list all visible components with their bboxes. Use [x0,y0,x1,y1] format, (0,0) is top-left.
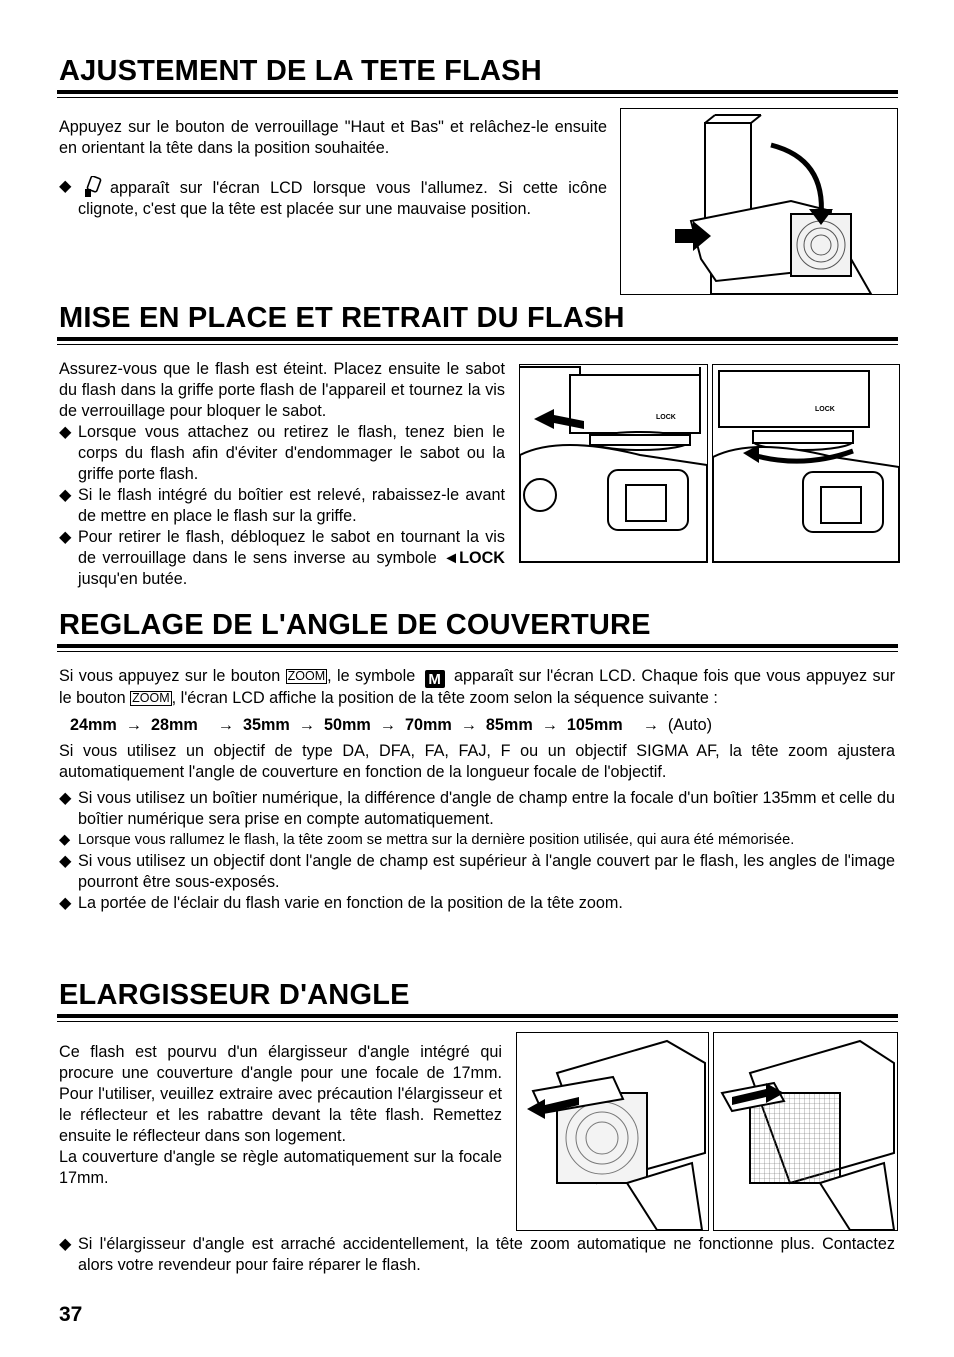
zoom-text: apparaît sur l'écran LCD. Chaque fois que vous appuyez sur le bouton [59,667,896,707]
zoom-text: , le symbole [327,667,421,685]
bullet-diamond-icon: ◆ [59,423,72,441]
zoom-text: Si vous appuyez sur le bouton [59,667,286,685]
head-tilt-icon [80,176,104,198]
wide-para-2: La couverture d'angle se règle automatiquement sur la focale 17mm. [59,1148,502,1187]
heading-rule [57,337,898,343]
seq-item: 105mm [566,716,623,734]
heading-mount: MISE EN PLACE ET RETRAIT DU FLASH [59,302,625,334]
zoom-bullet [59,893,895,914]
head-tilt-figure [620,108,898,295]
mount-bullet [59,485,505,527]
arrow-right-icon: → [298,716,315,734]
zoom-key-label: ZOOM [287,669,326,683]
bullet-diamond-icon: ◆ [59,1235,72,1253]
zoom-bullet [59,851,895,893]
bullet-text: Lorsque vous rallumez le flash, la tête zoom se mettra sur la dernière position utilisée, qui aura été mémorisée. [78,832,795,848]
arrow-right-icon: → [125,716,142,734]
bullet-diamond-icon: ◆ [59,894,72,912]
zoom-key-label: ZOOM [132,691,170,705]
heading-rule [57,90,898,96]
wide-para-1: Ce flash est pourvu d'un élargisseur d'angle intégré qui procure une couverture d'angle pour une focale de 17mm. Pour l'utiliser, veuillez extraire avec précaution l'élargisseur et le réflecteur et les rabattre devant la tête flash. Remettez ensuite le réflecteur dans son logement. [59,1043,502,1145]
zoom-para-2: Si vous utilisez un objectif de type DA, DFA, FA, FAJ, F ou un objectif SIGMA AF, la tête zoom ajustera automatiquement l'angle de couverture en fonction de la longueur focale de l'objectif. [59,742,895,781]
mount-bullet [59,422,505,485]
bullet-text: Si vous utilisez un objectif dont l'angle de champ est supérieur à l'angle couvert par le flash, les angles de l'image pourront être sous-exposés. [78,852,895,891]
bullet-text: jusqu'en butée. [78,570,188,588]
m-mode-icon: M [425,670,445,688]
seq-item: 35mm [242,716,290,734]
arrow-right-icon: → [642,716,659,734]
heading-rule [57,1014,898,1020]
head-intro: Appuyez sur le bouton de verrouillage "Haut et Bas" et relâchez-le ensuite en orientant la tête dans la position souhaitée. [59,118,607,157]
heading-wide: ELARGISSEUR D'ANGLE [59,979,410,1011]
seq-item: 85mm [485,716,533,734]
bullet-diamond-icon: ◆ [59,832,71,848]
bullet-diamond-icon: ◆ [59,852,72,870]
zoom-sequence [59,715,895,736]
arrow-right-icon: → [217,716,234,734]
heading-rule [57,644,898,650]
bullet-text: Si vous utilisez un boîtier numérique, la différence d'angle de champ entre la focale d'un boîtier 135mm et celle du boîtier numérique sera prise en compte automatiquement. [78,789,895,828]
bullet-text: Lorsque vous attachez ou retirez le flash, tenez bien le corps du flash afin d'éviter d'endommager le sabot ou la griffe porte flash. [78,423,505,483]
bullet-diamond-icon: ◆ [59,177,72,195]
zoom-bullet [59,788,895,830]
seq-auto: (Auto) [667,716,712,734]
bullet-diamond-icon: ◆ [59,486,72,504]
arrow-right-icon: → [379,716,396,734]
mount-figure-right [712,364,900,563]
bullet-text: Si l'élargisseur d'angle est arraché accidentellement, la tête zoom automatique ne fonctionne plus. Contactez alors votre revendeur pour faire réparer le flash. [78,1235,895,1274]
mount-intro: Assurez-vous que le flash est éteint. Placez ensuite le sabot du flash dans la griffe porte flash de l'appareil et tournez la vis de verrouillage pour bloquer le sabot. [59,360,505,420]
arrow-right-icon: → [541,716,558,734]
heading-zoom: REGLAGE DE L'ANGLE DE COUVERTURE [59,609,651,641]
lock-fig-label: LOCK [815,406,835,413]
zoom-para-1 [59,666,895,709]
page-number: 37 [59,1303,83,1326]
bullet-diamond-icon: ◆ [59,528,72,546]
mount-bullet [59,527,505,590]
mount-figure-left [519,364,708,563]
wide-figure-right [713,1032,898,1231]
wide-bullet [59,1234,895,1276]
seq-item: 24mm [70,716,117,734]
arrow-right-icon: → [460,716,477,734]
lock-fig-label: LOCK [656,414,676,421]
heading-head-adjust: AJUSTEMENT DE LA TETE FLASH [59,55,542,87]
head-bullet-text: apparaît sur l'écran LCD lorsque vous l'allumez. Si cette icône clignote, c'est que la tête est placée sur une mauvaise position. [78,179,607,218]
seq-item: 50mm [323,716,371,734]
bullet-diamond-icon: ◆ [59,789,72,807]
bullet-text: Pour retirer le flash, débloquez le sabot en tournant la vis de verrouillage dans le sens inverse au symbole [78,528,505,567]
zoom-bullet [59,830,895,851]
wide-figure-left [516,1032,709,1231]
zoom-text: , l'écran LCD affiche la position de la tête zoom selon la séquence suivante : [171,689,718,707]
seq-item: 28mm [150,716,198,734]
bullet-text: La portée de l'éclair du flash varie en fonction de la position de la tête zoom. [78,894,623,912]
head-bullet [59,176,607,220]
seq-item: 70mm [404,716,452,734]
bullet-text: Si le flash intégré du boîtier est relevé, rabaissez-le avant de mettre en place le flash sur la griffe. [78,486,505,525]
lock-symbol: ◄LOCK [443,549,505,567]
